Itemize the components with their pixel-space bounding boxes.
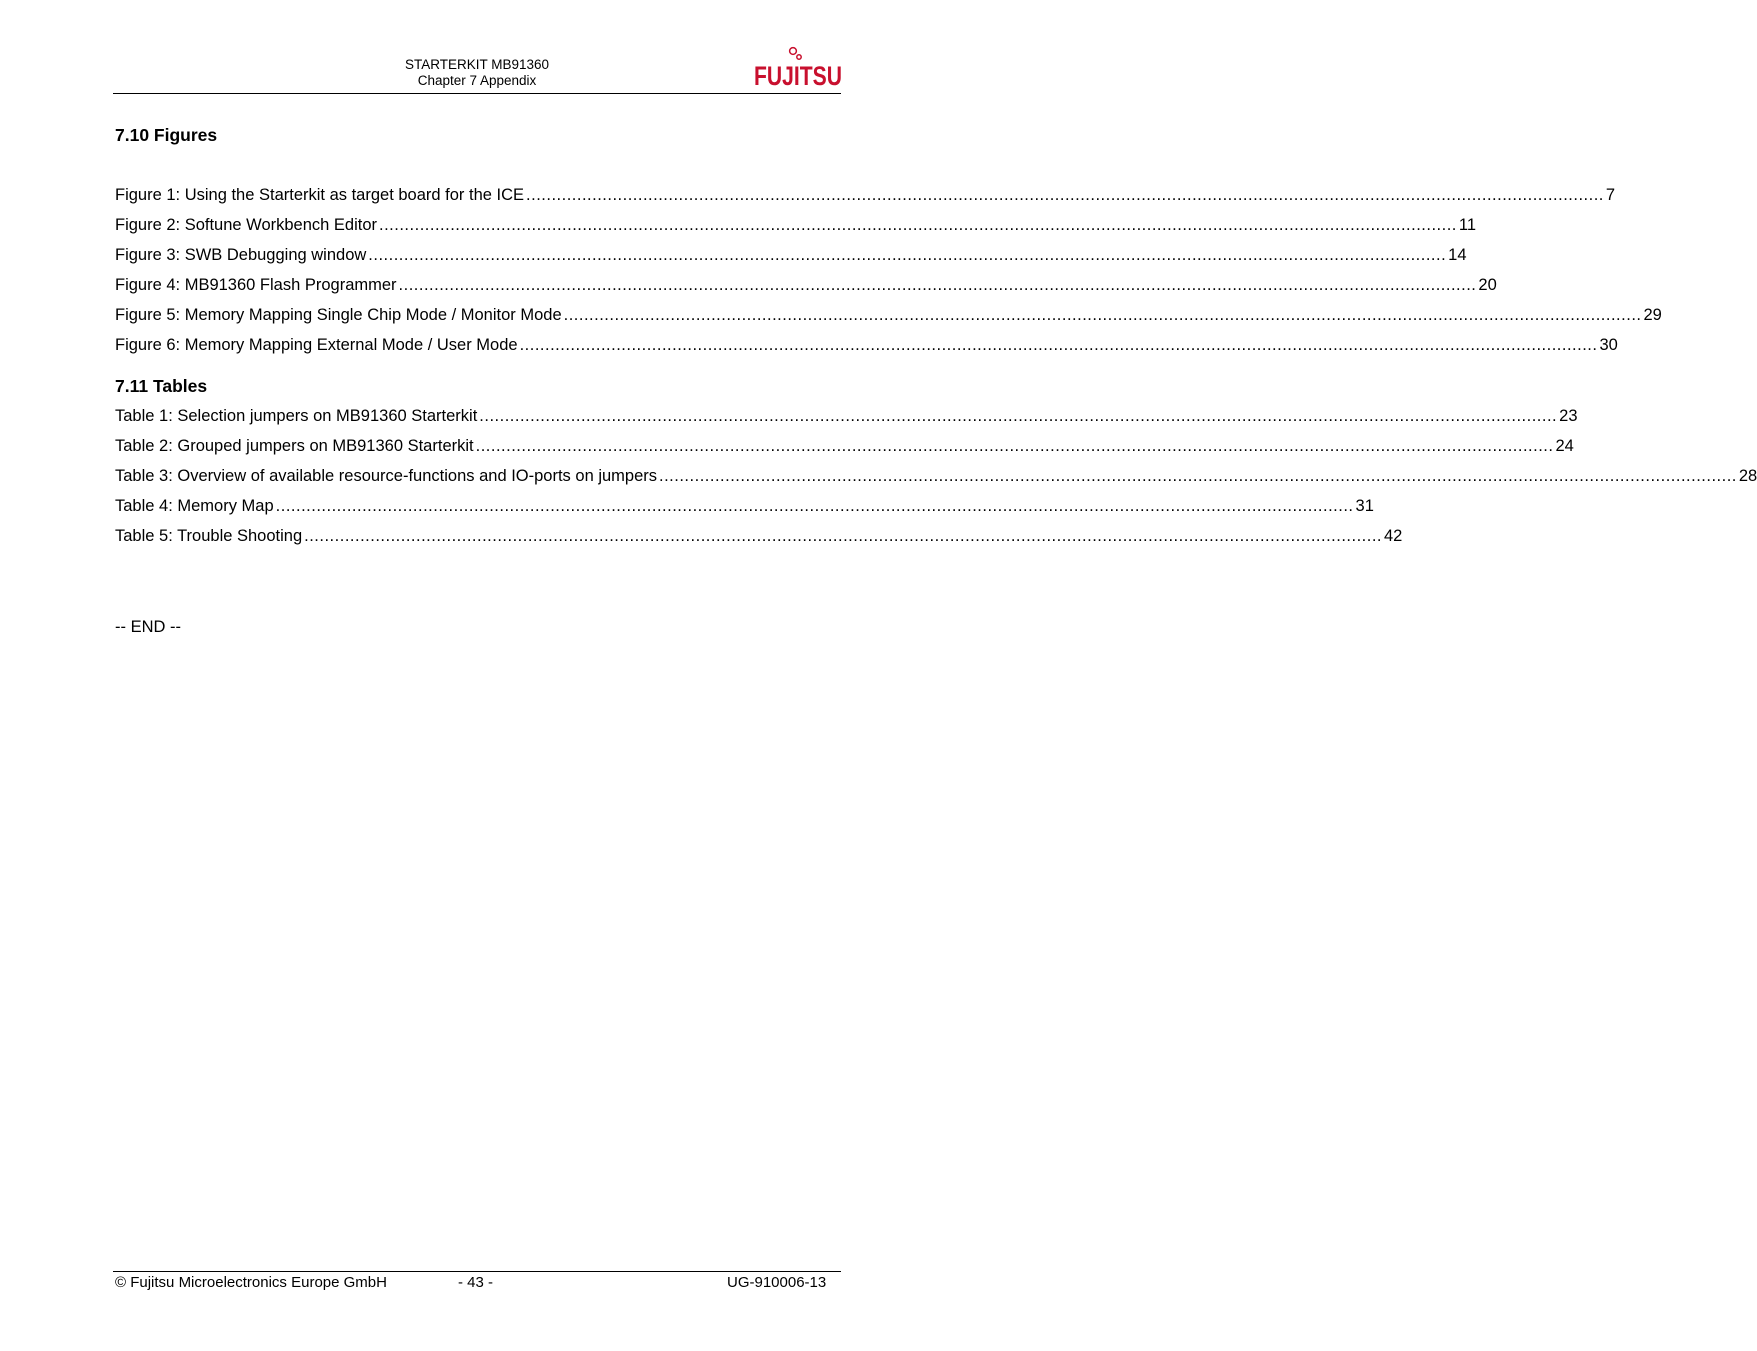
toc-entry-page: 7	[1605, 186, 1616, 204]
header-title: STARTERKIT MB91360	[404, 57, 550, 72]
toc-entry-figure-2	[115, 214, 1477, 236]
toc-entry-table-1	[115, 405, 1578, 427]
toc-leader-dots	[479, 405, 1557, 427]
fujitsu-logo	[752, 46, 844, 90]
toc-entry-title: Figure 4: MB91360 Flash Programmer	[115, 276, 397, 294]
toc-entry-figure-1	[115, 184, 1616, 206]
end-marker: -- END --	[115, 618, 181, 636]
toc-leader-dots	[564, 304, 1642, 326]
footer-copyright: © Fujitsu Microelectronics Europe GmbH	[115, 1274, 387, 1291]
toc-entry-page: 11	[1458, 216, 1477, 234]
toc-entry-title: Figure 1: Using the Starterkit as target board for the ICE	[115, 186, 525, 204]
toc-leader-dots	[379, 214, 1457, 236]
toc-entry-title: Table 1: Selection jumpers on MB91360 Starterkit	[115, 407, 478, 425]
toc-entry-table-2	[115, 435, 1574, 457]
footer-doc-id: UG-910006-13	[727, 1274, 827, 1291]
header-rule	[113, 93, 841, 94]
header-chapter: Chapter 7 Appendix	[417, 73, 537, 88]
toc-leader-dots	[526, 184, 1604, 206]
tables-heading: 7.11 Tables	[115, 376, 208, 396]
toc-entry-title: Table 2: Grouped jumpers on MB91360 Starterkit	[115, 437, 474, 455]
toc-entry-figure-6	[115, 334, 1618, 356]
toc-entry-figure-4	[115, 274, 1497, 296]
toc-leader-dots	[659, 465, 1737, 487]
toc-entry-page: 31	[1355, 497, 1374, 515]
toc-entry-page: 20	[1478, 276, 1497, 294]
svg-text:FUJITSU: FUJITSU	[754, 61, 842, 91]
toc-leader-dots	[399, 274, 1477, 296]
toc-entry-table-4	[115, 495, 1374, 517]
toc-entry-title: Figure 6: Memory Mapping External Mode / User Mode	[115, 336, 518, 354]
toc-leader-dots	[476, 435, 1554, 457]
toc-entry-figure-3	[115, 244, 1467, 266]
toc-entry-page: 23	[1559, 407, 1578, 425]
toc-entry-title: Figure 3: SWB Debugging window	[115, 246, 367, 264]
toc-entry-title: Table 4: Memory Map	[115, 497, 274, 515]
toc-entry-title: Table 3: Overview of available resource-functions and IO-ports on jumpers	[115, 467, 658, 485]
toc-entry-page: 30	[1599, 336, 1618, 354]
toc-leader-dots	[304, 525, 1382, 547]
toc-entry-figure-5	[115, 304, 1662, 326]
toc-leader-dots	[368, 244, 1446, 266]
toc-entry-title: Table 5: Trouble Shooting	[115, 527, 303, 545]
figures-heading: 7.10 Figures	[115, 125, 218, 145]
toc-entry-page: 14	[1448, 246, 1467, 264]
footer-page-number: - 43 -	[458, 1274, 494, 1291]
toc-entry-table-5	[115, 525, 1403, 547]
toc-leader-dots	[276, 495, 1354, 517]
toc-entry-page: 28	[1738, 467, 1757, 485]
toc-entry-page: 24	[1555, 437, 1574, 455]
toc-leader-dots	[520, 334, 1598, 356]
toc-entry-title: Figure 2: Softune Workbench Editor	[115, 216, 378, 234]
toc-entry-page: 42	[1384, 527, 1403, 545]
footer-rule	[113, 1271, 841, 1272]
toc-entry-page: 29	[1643, 306, 1662, 324]
toc-entry-table-3	[115, 465, 1757, 487]
toc-entry-title: Figure 5: Memory Mapping Single Chip Mode / Monitor Mode	[115, 306, 562, 324]
